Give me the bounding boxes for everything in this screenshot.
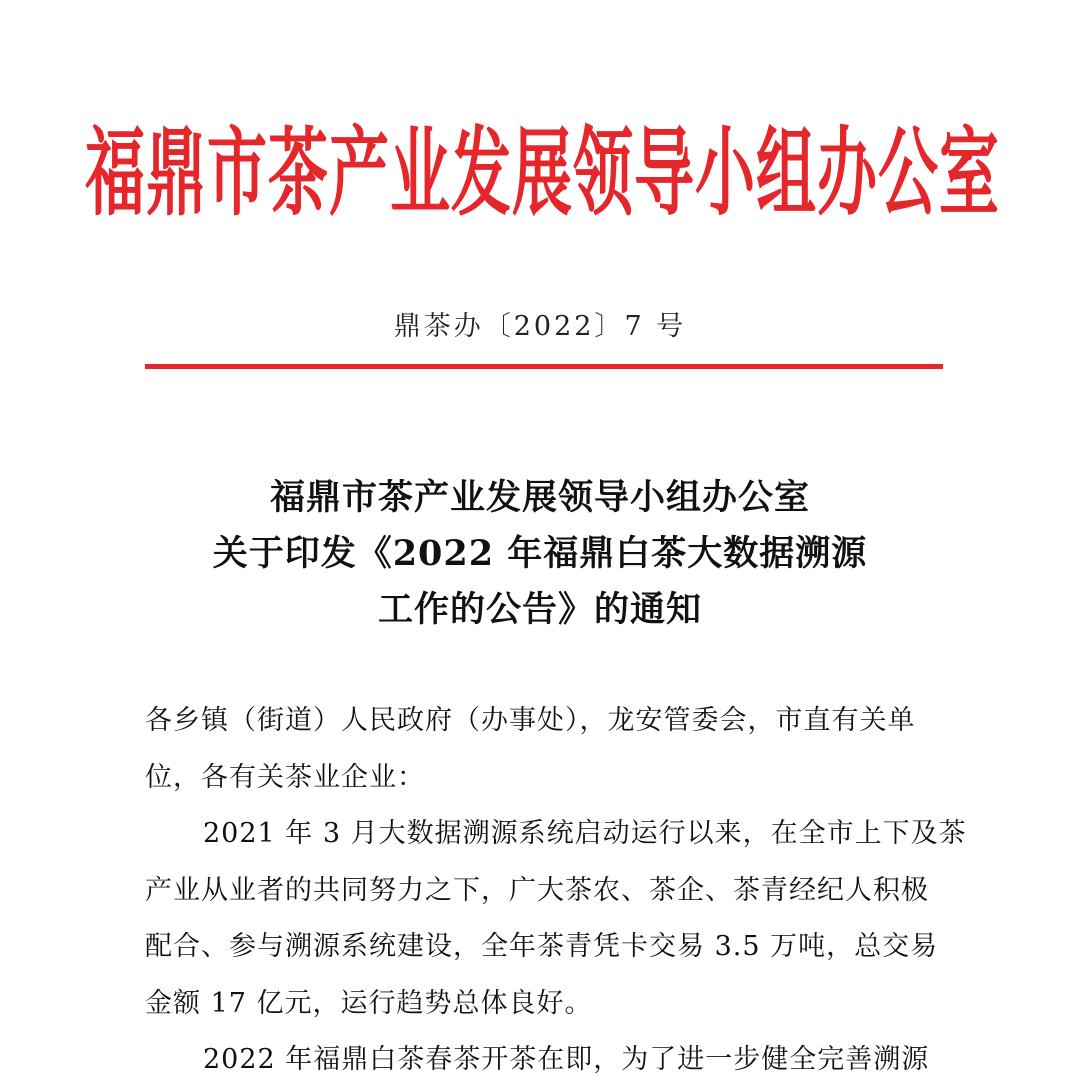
title-line: 工作的公告》的通知: [377, 589, 702, 630]
title-line: 关于印发《2022 年福鼎白茶大数据溯源: [212, 533, 868, 574]
notice-body: [145, 693, 967, 1089]
paragraph-line: 配合、参与溯源系统建设，全年茶青凭卡交易 3.5 万吨，总交易: [145, 931, 939, 962]
red-divider-line: [145, 364, 943, 369]
notice-title: [0, 470, 1080, 638]
paragraph-line: 金额 17 亿元，运行趋势总体良好。: [145, 987, 593, 1019]
paragraph-line: 产业从业者的共同努力之下，广大茶农、茶企、茶青经纪人积极: [145, 874, 929, 906]
letterhead: [85, 100, 1000, 232]
paragraph-line: 2021 年 3 月大数据溯源系统启动运行以来，在全市上下及茶: [203, 818, 967, 849]
title-line: 福鼎市茶产业发展领导小组办公室: [269, 477, 810, 518]
paragraph-line: 2022 年福鼎白茶春茶开茶在即，为了进一步健全完善溯源: [203, 1044, 930, 1075]
addressee-line: 位，各有关茶业企业：: [145, 761, 425, 793]
addressee-line: 各乡镇（街道）人民政府（办事处），龙安管委会，市直有关单: [145, 705, 916, 736]
letterhead-title: 福鼎市茶产业发展领导小组办公室: [85, 118, 1000, 230]
document-number: 鼎茶办〔2022〕7 号: [393, 311, 687, 342]
